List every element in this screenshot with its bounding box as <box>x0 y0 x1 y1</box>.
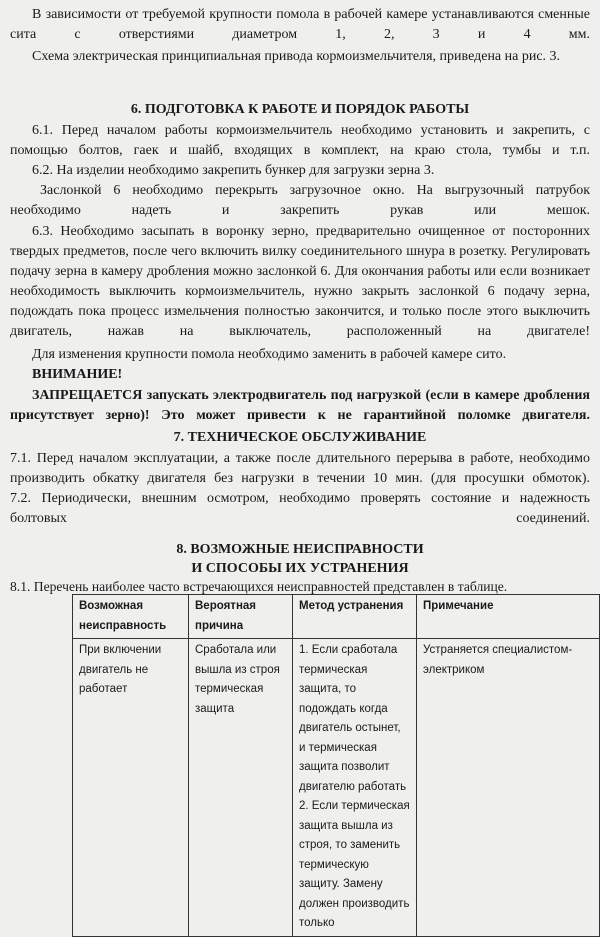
header-fault: Возможная неисправность <box>73 595 189 639</box>
warning-text: ЗАПРЕЩАЕТСЯ запускать электродвигатель под нагрузкой (если в камере дробления присутствует зерно)! Это может привести к не гарантийной поломке двигателя. <box>10 388 590 423</box>
section-6-paragraph-3: Заслонкой 6 необходимо перекрыть загрузочное окно. На выгрузочный патрубок необходимо надеть и закрепить рукав или мешок. <box>10 183 590 218</box>
intro-paragraph-1: В зависимости от требуемой крупности помола в рабочей камере устанавливаются сменные сита с отверстиями диаметром 1, 2, 3 и 4 мм. <box>10 7 590 42</box>
section-6-title: 6. ПОДГОТОВКА К РАБОТЕ И ПОРЯДОК РАБОТЫ <box>130 102 470 117</box>
table-row <box>73 639 600 937</box>
cell-method <box>293 639 417 937</box>
header-cause: Вероятная причина <box>189 595 293 639</box>
method-step-2: 2. Если термическая защита вышла из строя, то заменить термическую защиту. Замену должен производить только <box>299 800 410 929</box>
table-header-row <box>73 595 600 639</box>
section-6-paragraph-2: 6.2. На изделии необходимо закрепить бункер для загрузки зерна 3. <box>32 163 435 178</box>
section-6-paragraph-4: 6.3. Необходимо засыпать в воронку зерно, предварительно очищенное от посторонних твердых предметов, после чего включить вилку соединительного шнура в розетку. Регулировать подачу зерна в камеру дробления можно заслонкой 6. Для окончания работы или если возникает необходимость выключить кормоизмельчитель, нужно закрыть заслонкой 6 подачу зерна, подождать пока процесс измельчения полностью закончится, и только после этого выключить двигатель, нажав на выключатель, расположенный на двигателе! <box>10 224 590 339</box>
section-8-paragraph-1: 8.1. Перечень наиболее часто встречающихся неисправностей представлен в таблице. <box>10 579 508 594</box>
section-7-paragraph-1: 7.1. Перед началом эксплуатации, а также после длительного перерыва в работе, необходимо производить обкатку двигателя без нагрузки в течении 10 мин. (для просушки обмоток). <box>10 451 590 486</box>
section-7-paragraph-2: 7.2. Периодически, внешним осмотром, необходимо проверять состояние и надежность болтовых соединений. <box>10 491 590 526</box>
method-step-1: 1. Если сработала термическая защита, то подождать когда двигатель остынет, и термическая защита позволит двигателю работать <box>299 644 407 793</box>
section-8-title-line-2: И СПОСОБЫ ИХ УСТРАНЕНИЯ <box>191 561 409 576</box>
intro-paragraph-2: Схема электрическая принципиальная привода кормоизмельчителя, приведена на рис. 3. <box>32 49 561 64</box>
section-7-title: 7. ТЕХНИЧЕСКОЕ ОБСЛУЖИВАНИЕ <box>173 430 427 445</box>
header-method: Метод устранения <box>293 595 417 639</box>
warning-title: ВНИМАНИЕ! <box>32 367 123 382</box>
cell-note: Устраняется специалистом-электриком <box>417 639 600 937</box>
cell-fault: При включении двигатель не работает <box>73 639 189 937</box>
section-6-paragraph-5: Для изменения крупности помола необходимо заменить в рабочей камере сито. <box>32 347 507 362</box>
cell-cause: Сработала или вышла из строя термическая защита <box>189 639 293 937</box>
section-6-paragraph-1: 6.1. Перед началом работы кормоизмельчитель необходимо установить и закрепить, с помощью болтов, гаек и шайб, входящих в комплект, на краю стола, тумбы и т.п. <box>10 123 590 158</box>
faults-table <box>72 594 600 937</box>
header-note: Примечание <box>417 595 600 639</box>
section-8-title-line-1: 8. ВОЗМОЖНЫЕ НЕИСПРАВНОСТИ <box>176 542 424 557</box>
